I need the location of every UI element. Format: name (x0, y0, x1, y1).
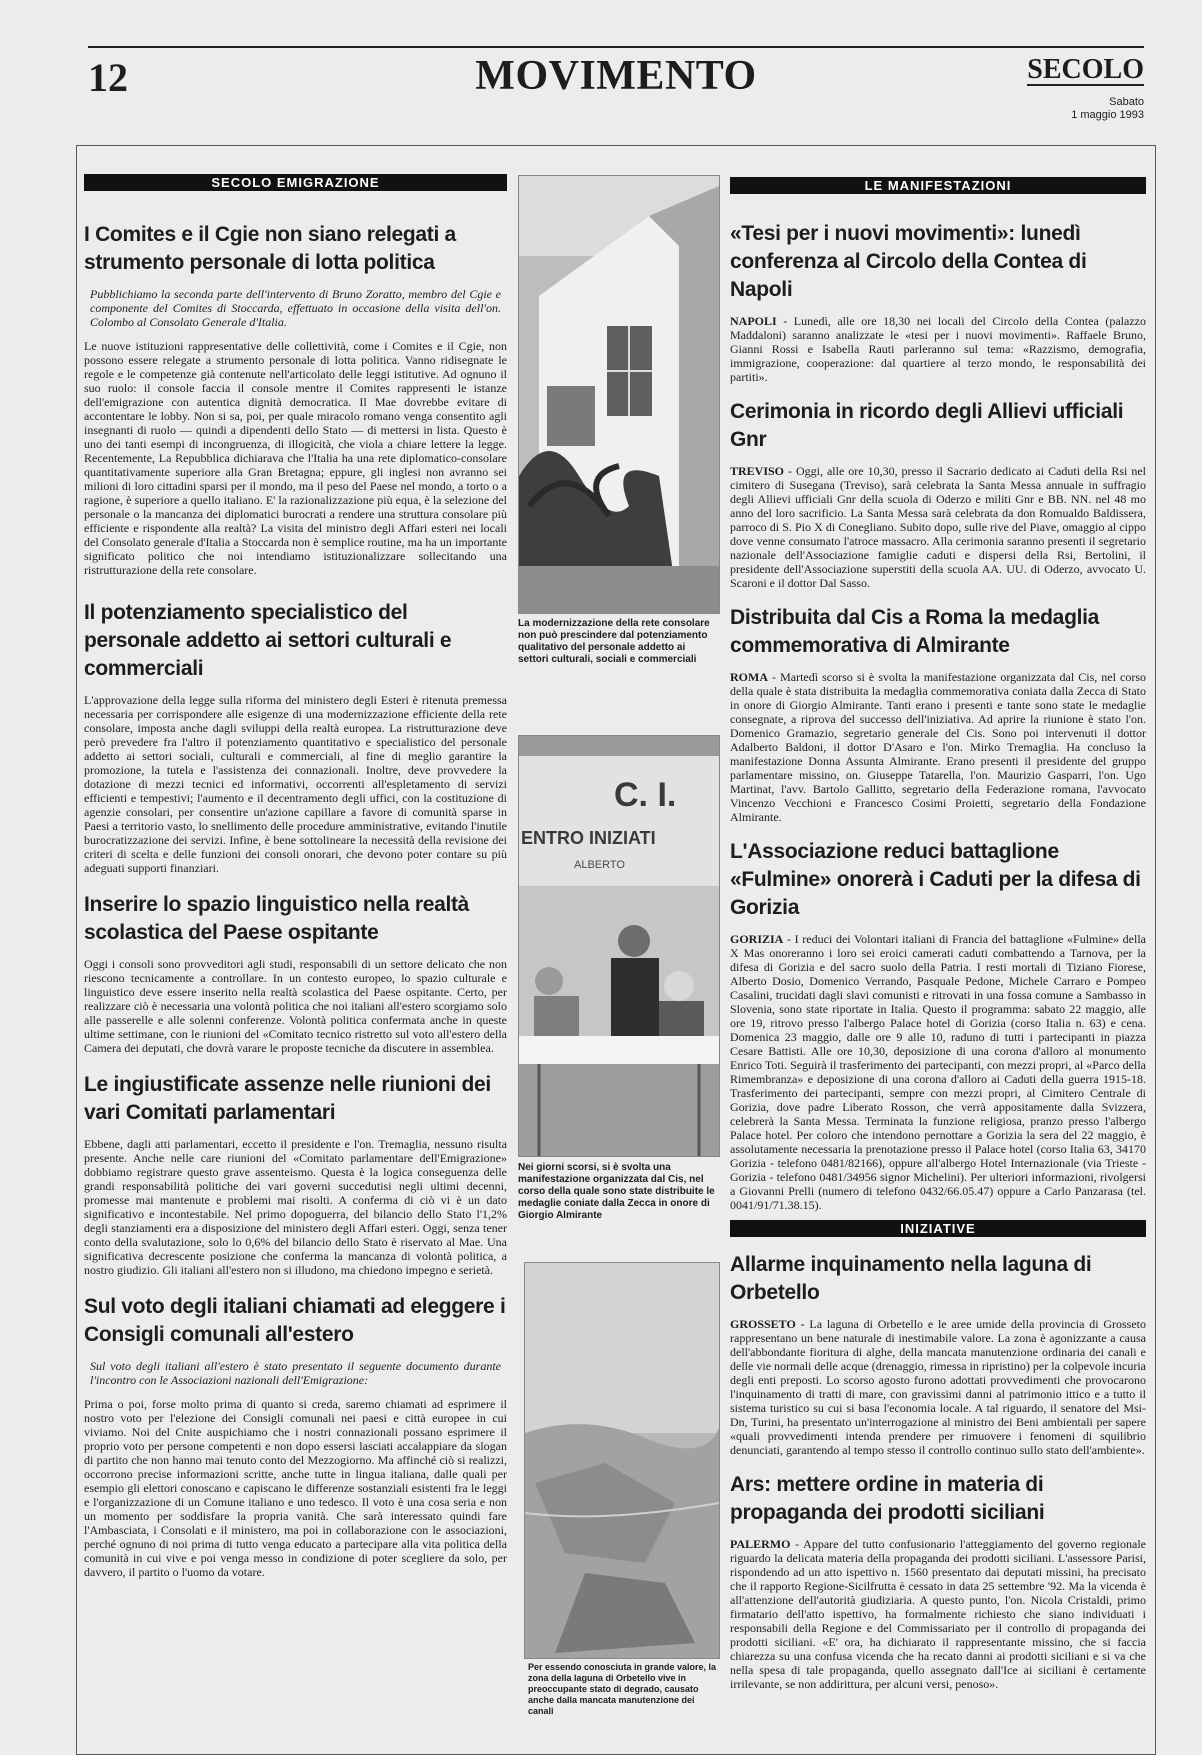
headline: Il potenziamento specialistico del personale addetto ai settori culturali e commerciali (84, 601, 452, 680)
section-label-manifestazioni: LE MANIFESTAZIONI (730, 177, 1146, 194)
article-body: L'approvazione della legge sulla riforma del ministero degli Esteri è ritenuta premessa necessaria per corrispondere alle esigenze di una modernizzazione efficiente della rete consolare, imposta anche dagli sviluppi della realtà europea. La ristrutturazione deve però prevedere fra l'altro il potenziamento quantitativo e specialistico del personale addetto ai settori sociali, culturali e commerciali, al fine di meglio garantire la promozione, la tutela e l'assistenza dei connazionali. Inoltre, deve provvedere la dotazione di mezzi tecnici ed informativi, occorrenti all'espletamento di servizi efficienti e tempestivi; l'aumento e il decentramento degli uffici, con la costituzione di agenzie consolari, per consentire un'azione capillare a favore di comunità sparse in Paesi a territorio vasto, lo snellimento delle procedure amministrative, evitando l'inutile burocratizzazione dei servizi. Infine, è bene sottolineare la necessità della revisione dei criteri di scelta e delle funzioni dei consoli onorari, che devono poter contare su più adeguati supporti finanziari. (84, 693, 507, 875)
article-body (730, 1317, 1146, 1457)
headline: Distribuita dal Cis a Roma la medaglia commemorativa di Almirante (730, 606, 1100, 657)
article-body: Prima o poi, forse molto prima di quanto si creda, saremo chiamati ad esprimere il nostro voto per l'elezione dei Consigli comunali nei paesi e città europee in cui viviamo. Noi del Cnite auspichiamo che i nostri connazionali possano esprimere il proprio voto per persone competenti e non dopo essersi lasciati accalappiare da slogan di partito che non hanno mai tenuto conto del Mezzogiorno. Ma affinché ciò si realizzi, occorrono precise informazioni scritte, anche tutte in lingua italiana, dalle quali per esempio gli elettori conoscano e capiscano le differenze sostanziali esistenti fra le leggi e l'organizzazione di un Comune italiano e uno tedesco. Il voto è una cosa seria e non un momento per soddisfare la propria vanità. Che sarà interessato quindi fare l'Ambasciata, i Consolati e il ministero, ma poi in collaborazione con le associazioni, perché ognuno di noi prima di tutto venga educato a partecipare alla vita politica della comunità in cui vive e poi venga messo in condizione di poter scegliere da solo, per davvero, il partito o l'uomo da votare. (84, 1397, 507, 1579)
article-allievi-gnr (730, 398, 1146, 590)
article-body (730, 314, 1146, 384)
page-number: 12 (88, 55, 128, 100)
section-label-emigrazione: SECOLO EMIGRAZIONE (84, 174, 507, 191)
photo-cis-event (518, 735, 720, 1157)
article-fulmine-gorizia (730, 838, 1146, 1212)
newspaper-logo: SECOLO (1027, 54, 1144, 85)
article-body: Oggi i consoli sono provveditori agli studi, responsabili di un settore delicato che non riescono tecnicamente a controllare. In un contesto europeo, lo spazio culturale e linguistico deve essere inserito nella realtà scolastica del Paese ospitante. Certo, per realizzare ciò è necessaria una volontà politica che noi italiani all'estero scorgiamo solo alle passerelle e alle solenni conferenze. Volontà politica confermata anche in queste ultime settimane, con le riunioni del «Comitato tecnico ristretto sul voto all'estero della Camera dei deputati, che dovrà varare le proposte tecniche da discutere in assemblea. (84, 957, 507, 1055)
article-body: Ebbene, dagli atti parlamentari, eccetto il presidente e l'on. Tremaglia, nessuno risulta presente. Anche nelle care riunioni del «Comitato parlamentare dell'Emigrazione» dobbiamo registrare questo grave assenteismo. Questa è la logica conseguenza delle grandi responsabilità politiche dei vari governi succedutisi negli ultimi decenni, promesse mai mantenute e problemi mai risolti. A conferma di ciò vi è un dato significativo e incontestabile. Nel primo dopoguerra, del bilancio dello Stato l'1,2% degli stanziamenti era a disposizione del ministero degli Affari esteri. Oggi, senza tener conto della svalutazione, solo lo 0,6% del bilancio dello Stato è riservato al Mae. Una significativa decrescente posizione che conferma la mancanza di volontà politica, a nostro giudizio. Gli italiani all'estero non si illudono, ma chiedono impegno e serietà. (84, 1137, 507, 1277)
issue-date (1071, 96, 1144, 122)
article-ars-propaganda (730, 1471, 1146, 1691)
headline: Le ingiustificate assenze nelle riunioni dei vari Comitati parlamentari (84, 1073, 491, 1124)
dateline: GROSSETO (730, 1317, 796, 1331)
article-text: - I reduci dei Volontari italiani di Francia del battaglione «Fulmine» della X Mas onoreranno i loro sei eroici camerati caduti combattendo a Tarnova, per la difesa di Gorizia e del sacro suolo della Patria. I resti mortali di Tiziano Fiorese, Alberto Dosio, Domenico Verrando, Pasquale Pedone, Michele Carraro e Pompeo Casalini, trucidati dagli slavi comunisti e ritrovati in una fossa comune a Sambasso in Slovenia, sono state riportate in Italia. Questo il programma: sabato 22 maggio, alle ore 19, ritrovo presso l'albergo Palace hotel di Gorizia (corso Italia n. 63) e cena. Domenica 23 maggio, dalle ore 9 alle 10, raduno di tutti i partecipanti in piazza Cesare Battisti. Alle ore 10,30, deposizione di una corona d'alloro al monumento Enrico Toti. Seguirà il trasferimento dei partecipanti, con mezzi propri, al «Parco della Rimembranza» e deposizione di una corona d'alloro ai Caduti della guerra 1915-18. Trasferimento dei partecipanti, sempre con mezzi propri, al Cimitero Centrale di Gorizia, dove padre Liberato Rosson, che verrà appositamente dalla Svizzera, celebrerà la Santa Messa. Terminata la funzione religiosa, pranzo presso l'albergo Palace hotel. Per coloro che intendono pernottare a Gorizia la sera del 22 maggio, è assolutamente necessaria la prenotazione presso il Palace hotel (corso Italia 63, 34170 Gorizia - telefono 0481/82166), oppure all'albergo Hotel Internazionale (via Trieste - Gorizia - telefono 0481/34956 signor Michelini). Per ulteriori informazioni, rivolgersi a Giovanni Prelli (numero di telefono 0432/66.05.47) oppure a Carlo Panzarasa (tel. 0041/91/71.38.15). (730, 932, 1146, 1212)
article-voto (84, 1293, 507, 1579)
right-column (730, 177, 1146, 1746)
page-header (88, 46, 1144, 121)
article-spazio-linguistico (84, 891, 507, 1055)
photo-caption: Per essendo conosciuta in grande valore, la zona della laguna di Orbetello vive in preoccupante stato di degrado, causato anche dalla mancata manutenzione dei canali (528, 1662, 717, 1716)
headline: Cerimonia in ricordo degli Allievi ufficiali Gnr (730, 400, 1124, 451)
article-body (730, 464, 1146, 590)
headline: I Comites e il Cgie non siano relegati a strumento personale di lotta politica (84, 223, 456, 274)
article-intro: Sul voto degli italiani all'estero è stato presentato il seguente documento durante l'incontro con le Associazioni nazionali dell'Emigrazione: (90, 1359, 501, 1387)
photo-consulate-building (518, 175, 720, 614)
headline: Ars: mettere ordine in materia di propaganda dei prodotti siciliani (730, 1473, 1045, 1524)
section-title: MOVIMENTO (475, 53, 757, 99)
article-comites (84, 221, 507, 577)
laguna-aerial-image (525, 1263, 719, 1658)
article-text: - Lunedì, alle ore 18,30 nei locali del Circolo della Contea (palazzo Maddaloni) saranno analizzate le «tesi per i nuovi movimenti». Raffaele Bruno, Gianni Rossi e Isabella Rauti parleranno sul tema: «Razzismo, demografia, immigrazione, cooperazione: dal quartiere al terzo mondo, le responsabilità dei partiti». (730, 314, 1146, 384)
left-column (84, 174, 507, 1746)
issue-day: Sabato (1109, 96, 1144, 108)
photo-caption: Nei giorni scorsi, si è svolta una manifestazione organizzata dal Cis, nel corso della quale sono state distribuite le medaglie coniate dalla Zecca in onore di Giorgio Almirante (518, 1162, 715, 1221)
issue-date-text: 1 maggio 1993 (1071, 109, 1144, 121)
article-body (730, 932, 1146, 1212)
photo-caption: La modernizzazione della rete consolare non può prescindere dal potenziamento qualitativo del personale addetto ai settori culturali, sociali e commerciali (518, 618, 710, 665)
sign-letters: C. I. (614, 776, 677, 814)
article-body (730, 1537, 1146, 1691)
article-body: Le nuove istituzioni rappresentative delle collettività, come i Comites e il Cgie, non possono essere relegate a strumento personale di lotta politica. Vanno ridisegnate le regole e le competenze già contenute nell'articolato delle leggi istitutive. Ad ognuno il suo ruolo: il console faccia il console mentre il Comites rappresenti le istanze dell'emigrazione con autentica dignità democratica. Il Mae dovrebbe evitare di accontentare le lobby. Non si sa, poi, per quale miracolo romano venga consentito agli insegnanti di ruolo — quindi a dipendenti dello Stato — di mettersi in lista. Questo è uno dei tanti esempi di incongruenza, di illogicità, che viola a chiare lettere la legge. Recentemente, La Repubblica dichiarava che l'Italia ha una rete diplomatico-consolare quantitativamente superiore alla Gran Bretagna; eppure, gli inglesi non avranno sei milioni di loro cittadini sparsi per il mondo, ma il peso del Paese nel mondo, a torto o a ragione, è superiore a quello italiano. E' la razionalizzazione più equa, è la selezione del personale o la mancanza dei diplomatici burocrati a rendere una struttura consolare più efficiente e rispondente alla realtà? La visita del ministro degli Affari esteri nei locali del Consolato generale d'Italia a Stoccarda non è semplice routine, ma ha un importante significato politico che noi intendiamo istituzionalizzare sollecitando una ristrutturazione della rete consolare. (84, 339, 507, 577)
article-body (730, 670, 1146, 824)
headline: «Tesi per i nuovi movimenti»: lunedì conferenza al Circolo della Contea di Napoli (730, 222, 1087, 301)
photo-laguna-orbetello (524, 1262, 720, 1659)
consulate-building-image (519, 176, 719, 613)
sign-name: ALBERTO (574, 859, 625, 871)
cis-event-image (519, 736, 719, 1156)
headline: L'Associazione reduci battaglione «Fulmine» onorerà i Caduti per la difesa di Gorizia (730, 840, 1141, 919)
dateline: ROMA (730, 670, 768, 684)
article-intro: Pubblichiamo la seconda parte dell'intervento di Bruno Zoratto, membro del Cgie e componente del Comites di Stoccarda, effettuato in occasione della visita dell'on. Colombo al Consolato Generale d'Italia. (90, 287, 501, 329)
article-laguna-orbetello (730, 1251, 1146, 1457)
article-tesi-napoli (730, 220, 1146, 384)
dateline: GORIZIA (730, 932, 784, 946)
dateline: TREVISO (730, 464, 785, 478)
article-text: - La laguna di Orbetello e le aree umide della provincia di Grosseto rappresentano un bene naturale di inestimabile valore. La zona è agonizzante a causa dell'abbondante fioritura di alghe, della mancata manutenzione ordinaria dei canali e delle vie normali delle acque (drenaggio, rimessa in ripristino) per la colpevole incuria degli enti preposti. Lo scorso agosto furono adottati provvedimenti che provocarono l'inquinamento di tratti di mare, con gravissimi danni al patrimonio ittico e a tutto il sistema turistico su cui si basa l'economia locale. A tal riguardo, il senatore del Msi-Dn, Turini, ha presentato un'interrogazione al ministro dei Beni ambientali per sapere «quali provvedimenti intenda prendere per rimuovere i fenomeni di squilibrio denunciati, garantendo al tempo stesso il controllo continuo sullo stato dell'ambiente». (730, 1317, 1146, 1457)
dateline: PALERMO (730, 1537, 791, 1551)
article-assenze (84, 1071, 507, 1277)
dateline: NAPOLI (730, 314, 777, 328)
section-label-iniziative: INIZIATIVE (730, 1220, 1146, 1237)
headline: Sul voto degli italiani chiamati ad eleggere i Consigli comunali all'estero (84, 1295, 506, 1346)
article-text: - Appare del tutto confusionario l'atteggiamento del governo regionale riguardo la delicata materia della propaganda dei prodotti siciliani. L'assessore Parisi, rispondendo ad un atto ispettivo n. 1560 presentato dai deputati missini, ha precisato che il rapporto Regione-Sicilfrutta è cessato in data 25 settembre '92. Ma la vicenda è all'attenzione dell'autorità giudiziaria. A questo punto, l'on. Nicola Cristaldi, primo firmatario dell'atto ispettivo, ha formalmente richiesto che siano individuati i responsabili della Regione e del Commissariato per il controllo di propaganda dei prodotti siciliani. «E' ora, ha dichiarato il rappresentante missino, che si faccia chiarezza su una confusa vicenda che ha recato danni ai prodotti siciliani e si va che nella spesa di tale propaganda, quello assegnato dall'Ice ai siciliani è certamente irrilevante, se non addirittura, per alcuni versi, penoso». (730, 1537, 1146, 1691)
article-text: - Martedì scorso si è svolta la manifestazione organizzata dal Cis, nel corso della quale è stata distribuita la medaglia commemorativa coniata dalla Zecca di Stato in onore di Giorgio Almirante. Tanti erano i presenti e tante sono state le medaglie consegnate, a riprova del successo dell'iniziativa. Ad aprire la riunione è stato l'on. Domenico Gramazio, segretario generale del Cis. Sono poi intervenuti il dottor Adalberto Baldoni, il dottor D'Asaro e l'on. Mirko Tremaglia. Ha concluso la manifestazione Donna Assunta Almirante. Erano presenti il presidente del gruppo parlamentare missino, on. Giuseppe Tatarella, l'on. Maurizio Gasparri, l'on. Ugo Martinat, l'avv. Bartolo Gallitto, segretario della Federazione romana, l'avvocato Vincenzo Vecchioni e Francesco Cosimi Proietti, segretario della Fondazione Almirante. (730, 670, 1146, 824)
article-potenziamento (84, 599, 507, 875)
headline: Inserire lo spazio linguistico nella realtà scolastica del Paese ospitante (84, 893, 470, 944)
headline: Allarme inquinamento nella laguna di Orbetello (730, 1253, 1092, 1304)
article-medaglia-almirante (730, 604, 1146, 824)
sign-text: ENTRO INIZIATI (521, 828, 656, 848)
article-text: - Oggi, alle ore 10,30, presso il Sacrario dedicato ai Caduti della Rsi nel cimitero di Susegana (Treviso), sarà celebrata la Santa Messa annuale in suffragio degli Allievi ufficiali Gnr della scuola di Oderzo e militi Gnr e BB. NN. nel 48 mo anno del loro sacrificio. La Santa Messa sarà celebrata da don Romualdo Baldissera, parroco di S. Pio X di Conegliano. Subito dopo, sulle rive del Piave, omaggio al cippo dove venne consumato l'atroce massacro. Alla cerimonia saranno presenti il segretario nazionale dell'Associazione famiglie caduti e dispersi della Rsi, Bertolini, il presidente dell'Associazione superstiti della scuola AA. UU. di Oderzo, avvocato U. Scaroni e il dottor Dal Sasso. (730, 464, 1146, 590)
